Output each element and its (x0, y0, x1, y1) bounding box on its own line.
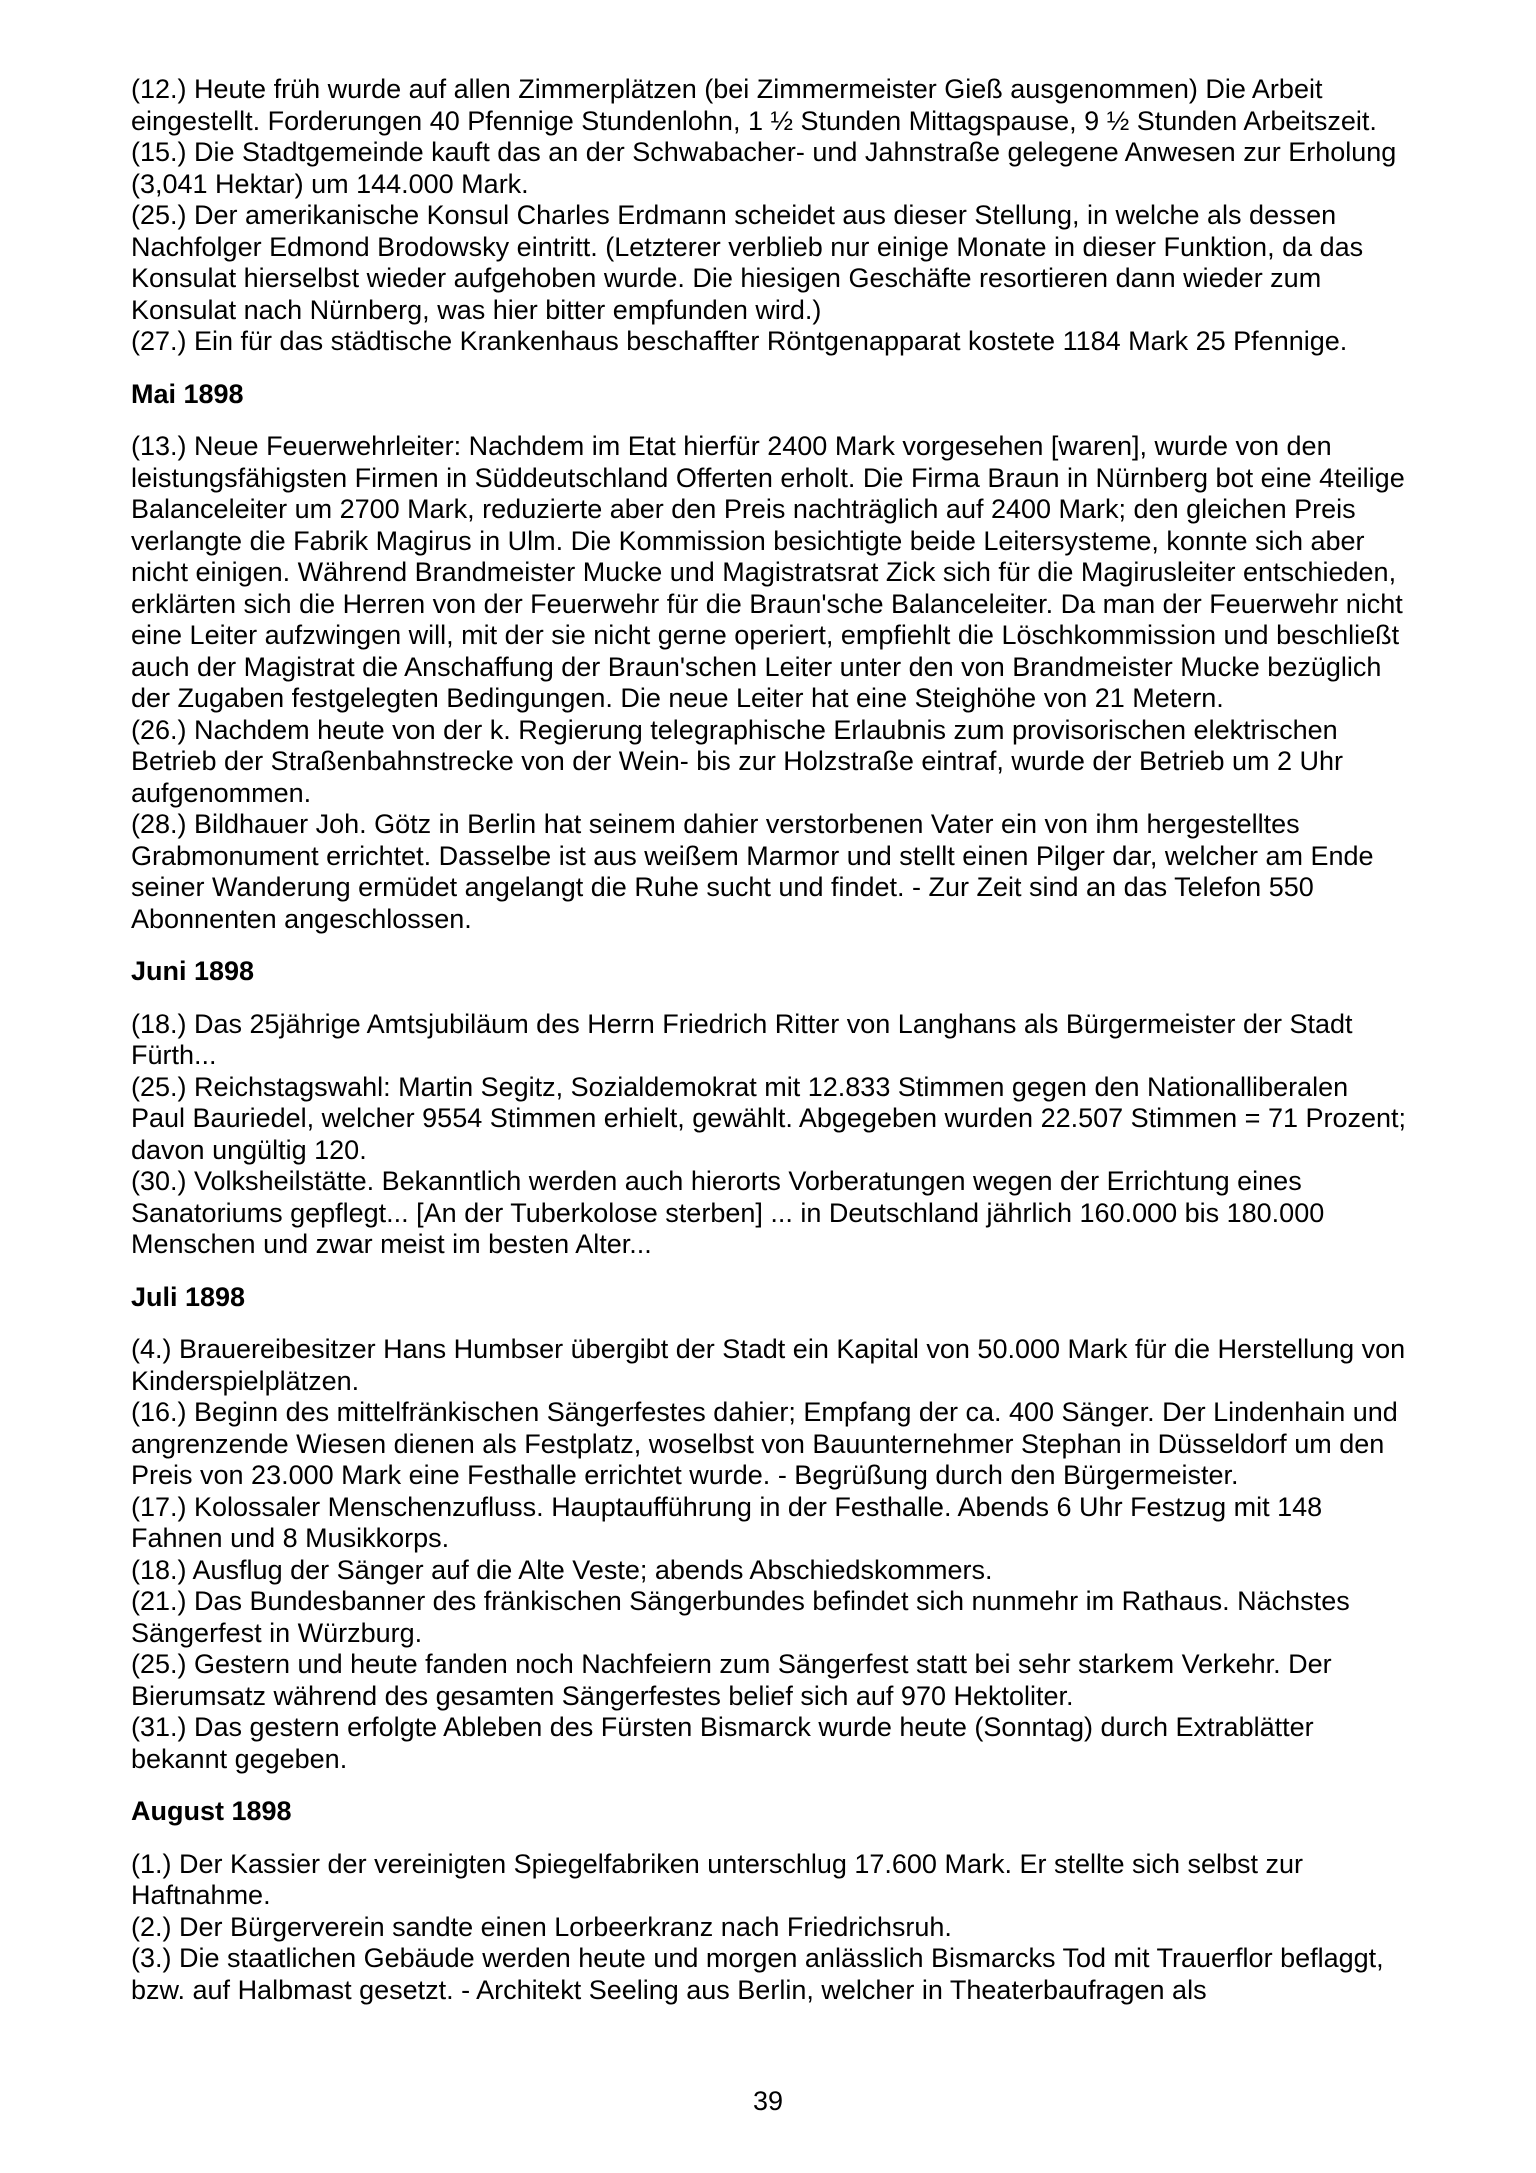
chronicle-entry: (31.) Das gestern erfolgte Ableben des Fürsten Bismarck wurde heute (Sonntag) durch Extrablätter bekannt gegeben. (131, 1712, 1314, 1774)
chronicle-entry: (25.) Reichstagswahl: Martin Segitz, Sozialdemokrat mit 12.833 Stimmen gegen den Nationalliberalen Paul Bauriedel, welcher 9554 Stimmen erhielt, gewählt. Abgegeben wurden 22.507 Stimmen = 71 Prozent; davon ungültig 120. (131, 1071, 1407, 1165)
chronicle-entry: (26.) Nachdem heute von der k. Regierung telegraphische Erlaubnis zum provisorischen elektrischen Betrieb der Straßenbahnstrecke von der Wein- bis zur Holzstraße eintraf, wurde der Betrieb um 2 Uhr aufgenommen. (131, 714, 1344, 808)
chronicle-entry: (28.) Bildhauer Joh. Götz in Berlin hat seinem dahier verstorbenen Vater ein von ihm hergestelltes Grabmonument errichtet. Dasselbe ist aus weißem Marmor und stellt einen Pilger dar, welcher am Ende seiner Wanderung ermüdet angelangt die Ruhe sucht und findet. - Zur Zeit sind an das Telefon 550 Abonnenten angeschlossen. (131, 809, 1374, 934)
section-mai-1898 (131, 379, 1409, 936)
section-continued (131, 74, 1409, 358)
section-heading-juni-1898: Juni 1898 (131, 956, 255, 986)
chronicle-entry: (4.) Brauereibesitzer Hans Humbser übergibt der Stadt ein Kapital von 50.000 Mark für die Herstellung von Kinderspielplätzen. (131, 1334, 1406, 1396)
section-heading-august-1898: August 1898 (131, 1796, 292, 1826)
chronicle-entry: (3.) Die staatlichen Gebäude werden heute und morgen anlässlich Bismarcks Tod mit Trauerflor beflaggt, bzw. auf Halbmast gesetzt. - Architekt Seeling aus Berlin, welcher in Theaterbaufragen als (131, 1943, 1384, 2005)
chronicle-entry: (2.) Der Bürgerverein sandte einen Lorbeerkranz nach Friedrichsruh. (131, 1911, 952, 1942)
chronicle-entry: (25.) Der amerikanische Konsul Charles Erdmann scheidet aus dieser Stellung, in welche als dessen Nachfolger Edmond Brodowsky eintritt. (Letzterer verblieb nur einige Monate in dieser Funktion, da das Konsulat hierselbst wieder aufgehoben wurde. Die hiesigen Geschäfte resortieren dann wieder zum Konsulat nach Nürnberg, was hier bitter empfunden wird.) (131, 200, 1364, 325)
chronicle-entry: (27.) Ein für das städtische Krankenhaus beschaffter Röntgenapparat kostete 1184 Mark 25 Pfennige. (131, 326, 1348, 356)
section-august-1898 (131, 1796, 1409, 2006)
chronicle-entry: (12.) Heute früh wurde auf allen Zimmerplätzen (bei Zimmermeister Gieß ausgenommen) Die Arbeit eingestellt. Forderungen 40 Pfennige Stundenlohn, 1 ½ Stunden Mittagspause, 9 ½ Stunden Arbeitszeit. (131, 74, 1377, 136)
chronicle-entry: (1.) Der Kassier der vereinigten Spiegelfabriken unterschlug 17.600 Mark. Er stellte sich selbst zur Haftnahme. (131, 1848, 1304, 1910)
chronicle-entry: (30.) Volksheilstätte. Bekanntlich werden auch hierorts Vorberatungen wegen der Errichtung eines Sanatoriums gepflegt... [An der Tuberkolose sterben] ... in Deutschland jährlich 160.000 bis 180.000 Menschen und zwar meist im besten Alter... (131, 1166, 1325, 1259)
page-body-text (131, 74, 1409, 2006)
chronicle-entry: (15.) Die Stadtgemeinde kauft das an der Schwabacher- und Jahnstraße gelegene Anwesen zur Erholung (3,041 Hektar) um 144.000 Mark. (131, 137, 1397, 199)
chronicle-entry: (18.) Ausflug der Sänger auf die Alte Veste; abends Abschiedskommers. (131, 1554, 993, 1585)
section-heading-mai-1898: Mai 1898 (131, 378, 244, 409)
chronicle-entry: (18.) Das 25jährige Amtsjubiläum des Herrn Friedrich Ritter von Langhans als Bürgermeister der Stadt Fürth... (131, 1008, 1353, 1070)
chronicle-entry: (13.) Neue Feuerwehrleiter: Nachdem im Etat hierfür 2400 Mark vorgesehen [waren], wurde von den leistungsfähigsten Firmen in Süddeutschland Offerten erholt. Die Firma Braun in Nürnberg bot eine 4teilige Balanceleiter um 2700 Mark, reduzierte aber den Preis nachträglich auf 2400 Mark; den gleichen Preis verlangte die Fabrik Magirus in Ulm. Die Kommission besichtigte beide Leitersysteme, konnte sich aber nicht einigen. Während Brandmeister Mucke und Magistratsrat Zick sich für die Magirusleiter entschieden, erklärten sich die Herren von der Feuerwehr für die Braun'sche Balanceleiter. Da man der Feuerwehr nicht eine Leiter aufzwingen will, mit der sie nicht gerne operiert, empfiehlt die Löschkommission und beschließt auch der Magistrat die Anschaffung der Braun'schen Leiter unter den von Brandmeister Mucke bezüglich der Zugaben festgelegten Bedingungen. Die neue Leiter hat eine Steighöhe von 21 Metern. (131, 431, 1405, 713)
chronicle-entry: (25.) Gestern und heute fanden noch Nachfeiern zum Sängerfest statt bei sehr starkem Verkehr. Der Bierumsatz während des gesamten Sängerfestes belief sich auf 970 Hektoliter. (131, 1649, 1332, 1711)
chronicle-entry: (21.) Das Bundesbanner des fränkischen Sängerbundes befindet sich nunmehr im Rathaus. Nächstes Sängerfest in Würzburg. (131, 1586, 1350, 1648)
chronicle-entry: (16.) Beginn des mittelfränkischen Sängerfestes dahier; Empfang der ca. 400 Sänger. Der Lindenhain und angrenzende Wiesen dienen als Festplatz, woselbst von Bauunternehmer Stephan in Düsseldorf um den Preis von 23.000 Mark eine Festhalle errichtet wurde. - Begrüßung durch den Bürgermeister. (131, 1397, 1398, 1490)
section-juni-1898 (131, 956, 1409, 1261)
section-heading-juli-1898: Juli 1898 (131, 1281, 246, 1312)
section-juli-1898 (131, 1282, 1409, 1776)
chronicle-entry: (17.) Kolossaler Menschenzufluss. Hauptaufführung in der Festhalle. Abends 6 Uhr Festzug mit 148 Fahnen und 8 Musikkorps. (131, 1491, 1323, 1553)
page-number: 39 (752, 2086, 784, 2116)
